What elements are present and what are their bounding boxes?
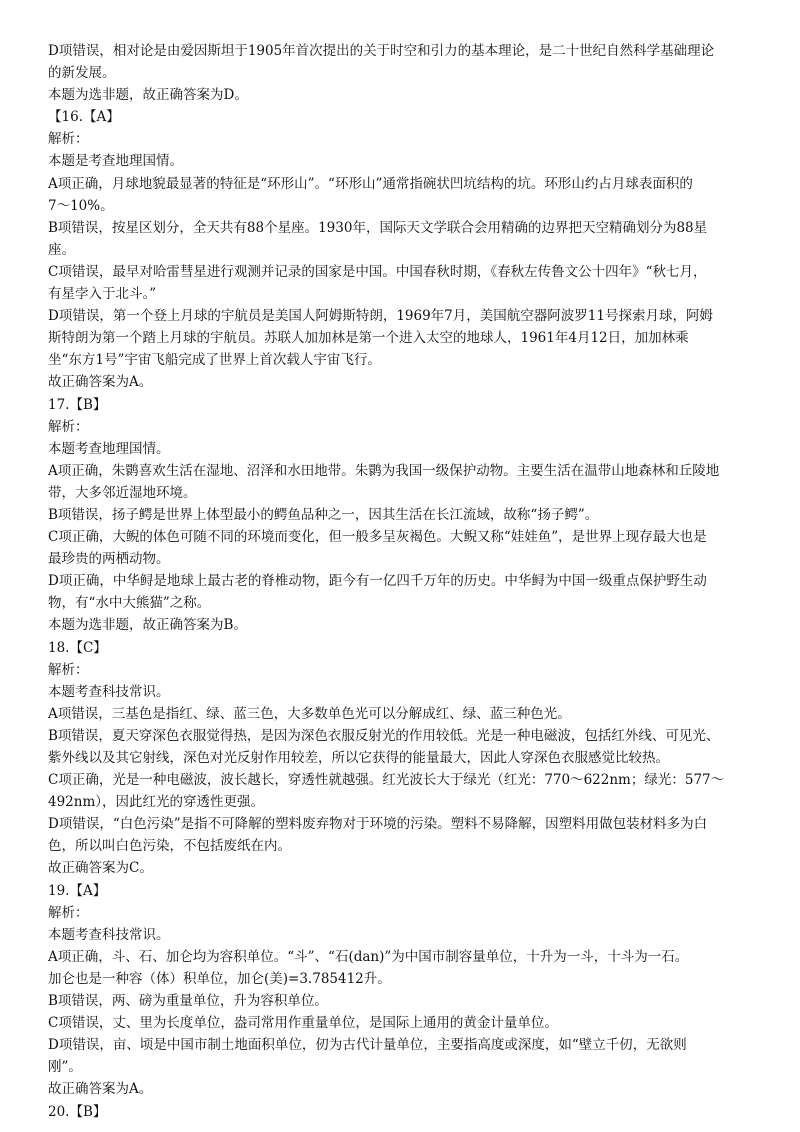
text-line: C项正确，光是一种电磁波，波长越长，穿透性就越强。红光波长大于绿光（红光：770～622nm；绿光：577～ — [48, 772, 725, 789]
text-line: 故正确答案为A。 — [48, 374, 153, 391]
text-line: 刚”。 — [48, 1059, 82, 1076]
text-line: 的新发展。 — [48, 65, 116, 82]
text-line: 故正确答案为A。 — [48, 1081, 153, 1098]
text-line: 本题为选非题，故正确答案为D。 — [48, 87, 248, 104]
text-line: C项正确，大鲵的体色可随不同的环境而变化，但一般多呈灰褐色。大鲵又称“娃娃鱼”，是世界上现存最大也是 — [48, 529, 707, 546]
text-line: 7～10%。 — [48, 197, 114, 214]
text-line: A项正确，斗、石、加仑均为容积单位。“斗”、“石(dan)”为中国市制容量单位，十升为一斗，十斗为一石。 — [48, 948, 689, 965]
text-line: 解析： — [48, 904, 89, 921]
text-line: D项错误，相对论是由爱因斯坦于1905年首次提出的关于时空和引力的基本理论，是二十世纪自然科学基础理论 — [48, 43, 715, 59]
text-line: B项错误，两、磅为重量单位，升为容积单位。 — [48, 993, 328, 1010]
text-line: 有星孛入于北斗。” — [48, 286, 157, 303]
text-line: A项错误，三基色是指红、绿、蓝三色，大多数单色光可以分解成红、绿、蓝三种色光。 — [48, 705, 571, 722]
text-line: 坐“东方1号”宇宙飞船完成了世界上首次载人宇宙飞行。 — [48, 352, 381, 369]
text-line: 座。 — [48, 241, 75, 258]
text-line: 17.【B】 — [48, 396, 107, 413]
text-line: 20.【B】 — [48, 1103, 107, 1120]
text-line: 色，所以叫白色污染，不包括废纸在内。 — [48, 838, 291, 855]
text-line: B项错误，按星区划分，全天共有88个星座。1930年，国际天文学联合会用精确的边界把天空精确划分为88星 — [48, 219, 708, 236]
text-line: 本题为选非题，故正确答案为B。 — [48, 617, 247, 634]
text-line: 本题是考查地理国情。 — [48, 153, 183, 170]
text-line: 最珍贵的两栖动物。 — [48, 551, 170, 568]
text-line: 本题考查地理国情。 — [48, 440, 170, 457]
text-line: C项错误，最早对哈雷彗星进行观测并记录的国家是中国。中国春秋时期，《春秋左传鲁文公十四年》“秋七月， — [48, 263, 707, 280]
text-line: 加仑也是一种容（体）积单位，加仑(美)=3.785412升。 — [48, 970, 391, 987]
document-body — [48, 40, 760, 1123]
text-line: A项正确，月球地貌最显著的特征是“环形山”。“环形山”通常指碗状凹坑结构的坑。环形山约占月球表面积的 — [48, 175, 693, 192]
text-line: B项错误，扬子鳄是世界上体型最小的鳄鱼品种之一，因其生活在长江流域，故称“扬子鳄”。 — [48, 506, 599, 523]
text-line: A项正确，朱鹮喜欢生活在湿地、沼泽和水田地带。朱鹮为我国一级保护动物。主要生活在温带山地森林和丘陵地 — [48, 462, 720, 479]
text-line: C项错误，丈、里为长度单位，盎司常用作重量单位，是国际上通用的黄金计量单位。 — [48, 1015, 558, 1032]
text-line: 19.【A】 — [48, 882, 107, 899]
text-line: 本题考查科技常识。 — [48, 683, 170, 700]
text-line: 紫外线以及其它射线，深色对光反射作用较差，所以它获得的能量最大，因此人穿深色衣服感觉比较热。 — [48, 750, 669, 766]
text-line: D项错误，“白色污染”是指不可降解的塑料废弃物对于环境的污染。塑料不易降解，因塑料用做包装材料多为白 — [48, 816, 708, 833]
text-line: 斯特朗为第一个踏上月球的宇航员。苏联人加加林是第一个进入太空的地球人，1961年4月12日，加加林乘 — [48, 330, 689, 347]
text-line: 492nm），因此红光的穿透性更强。 — [48, 794, 265, 811]
text-line: 故正确答案为C。 — [48, 860, 153, 877]
text-line: 物，有“水中大熊猫”之称。 — [48, 595, 211, 612]
text-line: D项错误，亩、顷是中国市制土地面积单位，仞为古代计量单位，主要指高度或深度，如“壁立千仞，无欲则 — [48, 1037, 687, 1054]
text-line: B项错误，夏天穿深色衣服觉得热，是因为深色衣服反射光的作用较低。光是一种电磁波，包括红外线、可见光、 — [48, 727, 720, 744]
text-line: 解析： — [48, 418, 89, 435]
text-line: 解析： — [48, 661, 89, 678]
text-line: 解析： — [48, 131, 89, 148]
text-line: 带，大多邻近湿地环境。 — [48, 484, 197, 501]
text-line: 18.【C】 — [48, 639, 107, 656]
text-line: 本题考查科技常识。 — [48, 926, 170, 943]
text-line: D项错误，第一个登上月球的宇航员是美国人阿姆斯特朗，1969年7月，美国航空器阿波罗11号探索月球，阿姆 — [48, 308, 713, 325]
text-line: D项正确，中华鲟是地球上最古老的脊椎动物，距今有一亿四千万年的历史。中华鲟为中国一级重点保护野生动 — [48, 573, 707, 590]
text-line: 【16.【A】 — [48, 109, 120, 126]
